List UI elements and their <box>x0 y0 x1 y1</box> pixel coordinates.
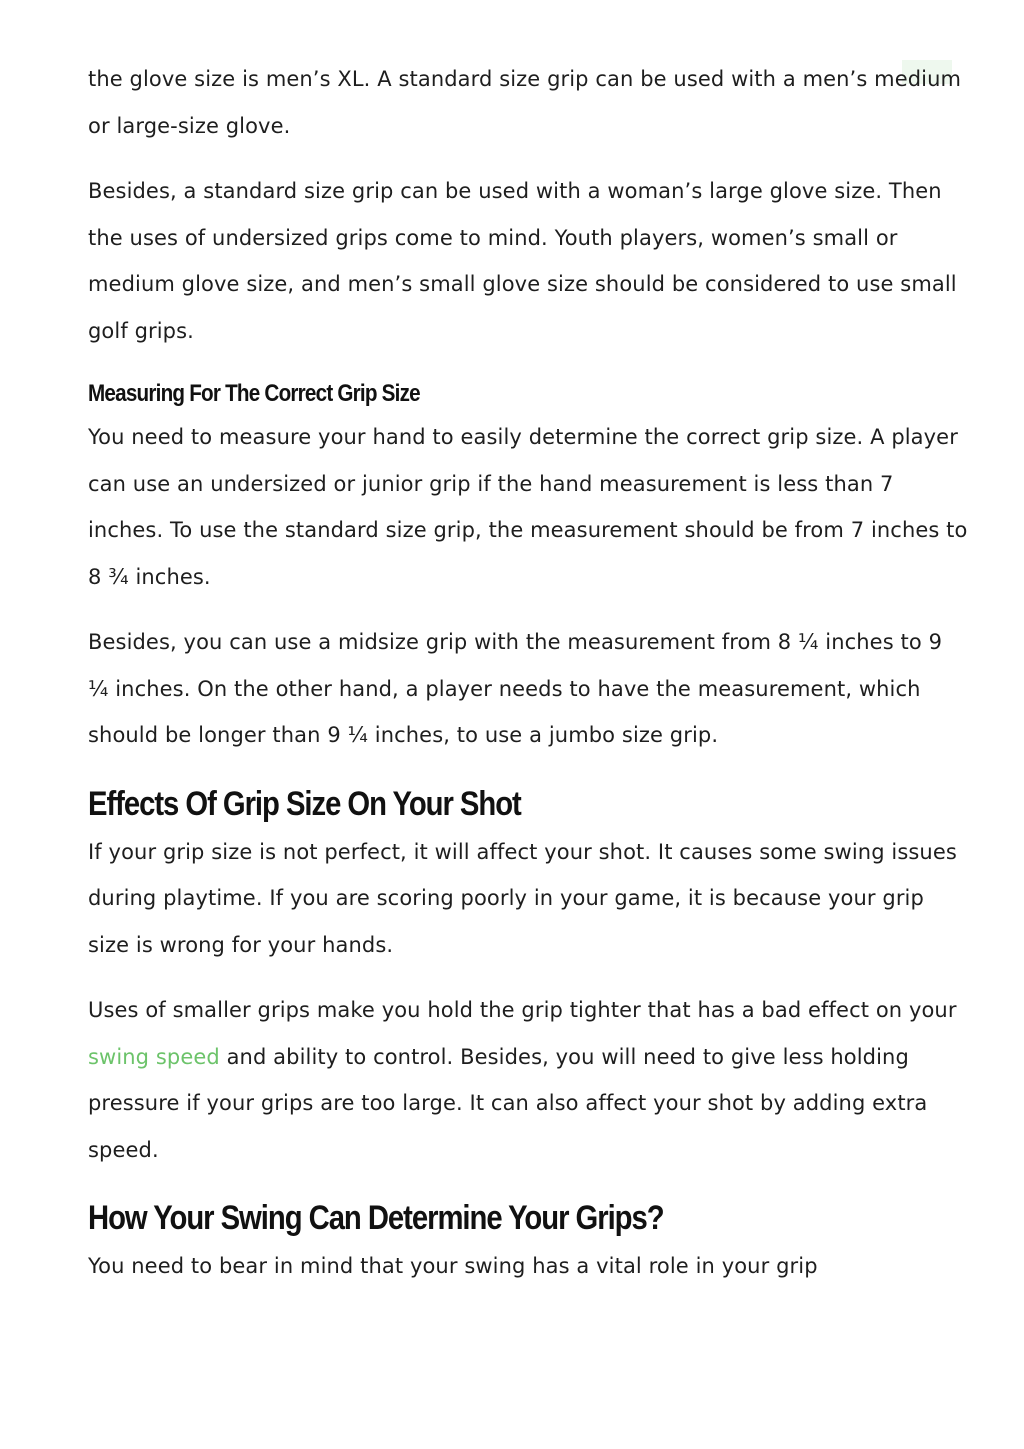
paragraph-glove-size: the glove size is men’s XL. A standard size grip can be used with a men’s medium or large-size glove. <box>88 67 962 138</box>
paragraph-midsize-jumbo: Besides, you can use a midsize grip with the measurement from 8 ¼ inches to 9 ¼ inches. On the other hand, a player needs to have the measurement, which should be longer than 9 ¼ inches, to use a jumbo size grip. <box>88 630 943 747</box>
paragraph-swing-role: You need to bear in mind that your swing has a vital role in your grip <box>88 1254 818 1278</box>
paragraph-grip-affects-shot: If your grip size is not perfect, it will affect your shot. It causes some swing issues during playtime. If you are scoring poorly in your game, it is because your grip size is wrong for your hands. <box>88 839 957 957</box>
paragraph-smaller-grips-text-end: and ability to control. Besides, you will need to give less holding pressure if your grips are too large. It can also affect your shot by adding extra speed. <box>88 1044 928 1162</box>
paragraph-measure-hand: You need to measure your hand to easily determine the correct grip size. A player can use an undersized or junior grip if the hand measurement is less than 7 inches. To use the standard size grip, the measurement should be from 7 inches to 8 ¾ inches. <box>88 425 968 589</box>
heading-effects-of-grip-size: Effects Of Grip Size On Your Shot <box>88 784 521 823</box>
paragraph-smaller-grips <box>88 987 968 1173</box>
article-body <box>88 56 968 1290</box>
paragraph-standard-grip: Besides, a standard size grip can be used with a woman’s large glove size. Then the uses of undersized grips come to mind. Youth players, women’s small or medium glove size, and men’s small glove size should be considered to use small golf grips. <box>88 179 957 343</box>
heading-swing-determines-grips: How Your Swing Can Determine Your Grips? <box>88 1199 664 1237</box>
swing-speed-link[interactable]: swing speed <box>88 1044 220 1069</box>
paragraph-smaller-grips-text-start: Uses of smaller grips make you hold the grip tighter that has a bad effect on your <box>88 998 957 1022</box>
heading-measuring-grip-size: Measuring For The Correct Grip Size <box>88 380 420 407</box>
